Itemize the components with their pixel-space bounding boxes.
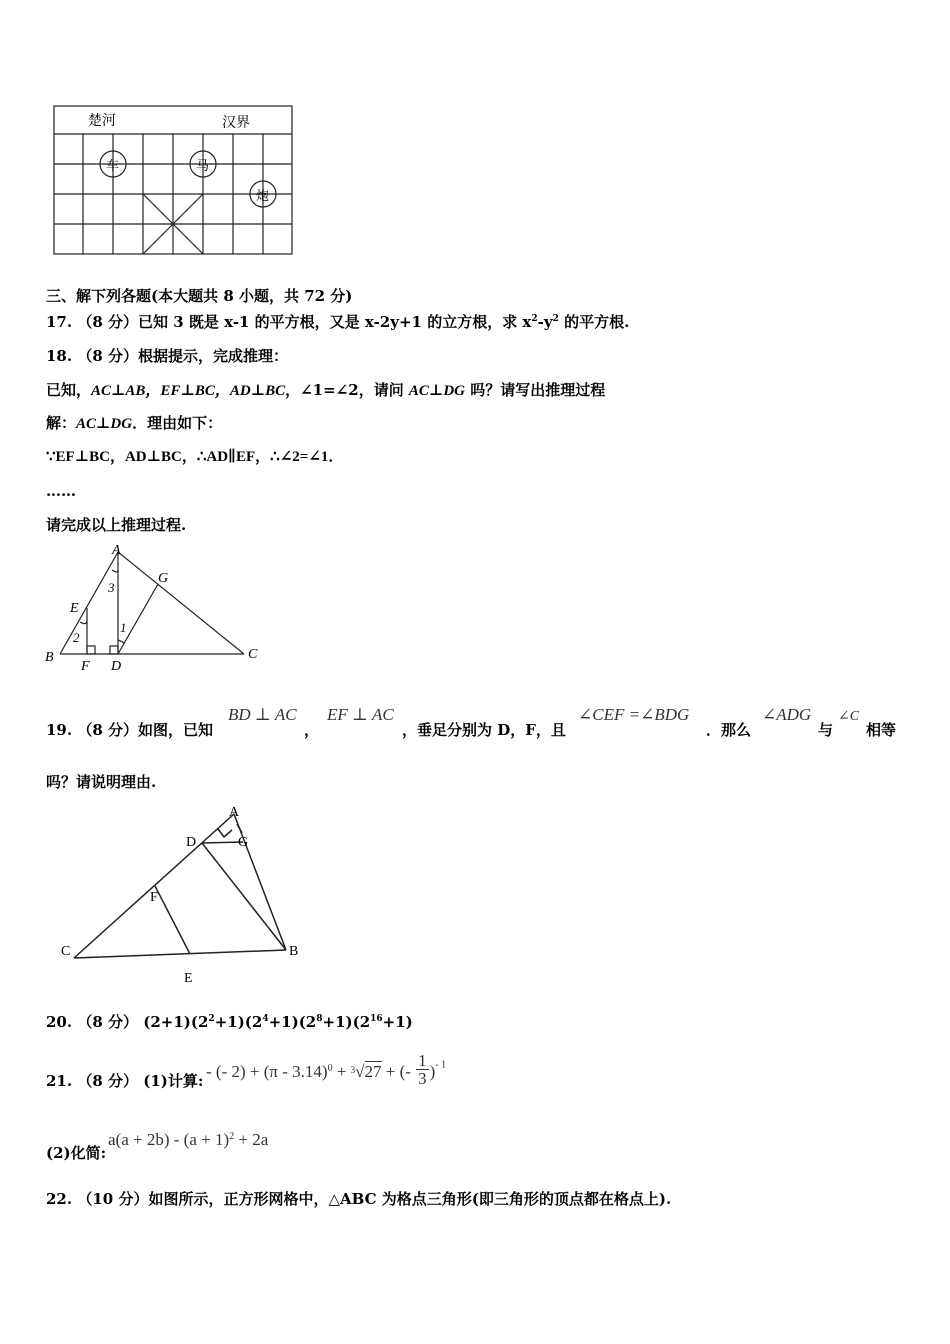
q21-simp-a: a(a + 2b) - (a + 1)	[108, 1130, 230, 1149]
q21-expr-d: )	[429, 1062, 436, 1082]
q18-known-suffix: 吗？请写出推理过程	[465, 381, 606, 399]
q22-number: 22.	[46, 1190, 73, 1208]
q21-radicand: 27	[364, 1062, 382, 1082]
q21-expr-b: +	[332, 1062, 351, 1082]
q19-math-bd-perp-ac: BD ⊥ AC	[228, 705, 297, 724]
q20-s3: 8	[316, 1014, 323, 1024]
q19-number: 19.	[46, 721, 73, 739]
q18-known-line	[46, 380, 605, 401]
q19-score: （8 分）	[77, 721, 139, 739]
q17-text-c: 的平方根.	[558, 313, 630, 331]
q20-e1: (2+1)(2	[143, 1013, 209, 1031]
q19-math-angle-eq: ∠CEF =∠BDG	[578, 705, 690, 724]
q21-fraction	[416, 1052, 429, 1087]
q18-known-math2: AC⊥DG	[408, 383, 465, 399]
q18-because-line: ∵EF⊥BC，AD⊥BC，∴AD∥EF，∴∠2=∠1．	[46, 449, 344, 465]
q18-known-prefix: 已知，	[46, 381, 92, 399]
q21-expr-a: - (- 2) + (π - 3.14)	[206, 1062, 328, 1082]
board-label-chu-he: 楚河	[88, 113, 116, 129]
q22-score: （10 分）	[77, 1190, 149, 1208]
q21-exp0: 0	[327, 1063, 333, 1075]
q18-label-F: F	[81, 659, 90, 674]
q18-label-C: C	[248, 647, 258, 662]
q17-sup1: 2	[531, 314, 538, 324]
q18-label-E: E	[70, 601, 79, 616]
q20-e5: +1)	[382, 1013, 413, 1031]
q18-sol-prefix: 解：	[46, 414, 77, 432]
q19-label-E: E	[184, 971, 193, 986]
q21-compute-expression	[206, 1052, 446, 1087]
q19-label-A: A	[229, 805, 240, 820]
q21-score: （8 分）	[77, 1072, 139, 1090]
q17-text-a: 已知 3 既是 x-1 的平方根，又是 x-2y+1 的立方根，求 x	[138, 313, 532, 331]
q18-label-G: G	[158, 571, 169, 586]
question-17	[46, 312, 629, 332]
q18-title: 根据提示，完成推理：	[138, 347, 289, 365]
question-22	[46, 1189, 671, 1209]
q19-label-B: B	[289, 944, 299, 959]
q21-simp-exp: 2	[229, 1131, 235, 1142]
q19-yu: 与	[818, 721, 834, 739]
q19-math-angle-c: ∠C	[838, 709, 860, 724]
q20-e4: +1)(2	[322, 1013, 371, 1031]
q19-label-G: G	[238, 835, 249, 850]
q19-label-C: C	[61, 944, 71, 959]
q20-e2: +1)(2	[214, 1013, 263, 1031]
q18-label-2: 2	[73, 630, 80, 645]
q19-pre: 如图，已知	[138, 721, 214, 739]
q18-label-D: D	[111, 659, 122, 674]
q17-score: （8 分）	[77, 313, 139, 331]
q21-exp-neg: - 1	[435, 1059, 447, 1071]
question-19	[46, 720, 213, 740]
q21-frac-num: 1	[418, 1051, 427, 1070]
q20-s1: 2	[208, 1014, 215, 1024]
radical-sign-icon: √	[355, 1062, 365, 1082]
q18-label-3: 3	[108, 580, 115, 595]
q20-expression	[143, 1013, 413, 1031]
q17-sup2: 2	[552, 314, 559, 324]
q20-s2: 4	[262, 1014, 269, 1024]
q19-triangle-figure	[56, 800, 316, 990]
question-20	[46, 1012, 413, 1032]
q18-known-mid: ，∠1=∠2，请问	[285, 381, 409, 399]
board-label-han-jie: 汉界	[222, 115, 250, 131]
q21-frac-den: 3	[418, 1069, 427, 1088]
chess-piece-pao: 炮	[256, 189, 270, 204]
q19-comma: ，	[304, 721, 320, 739]
q18-complete-instruction: 请完成以上推理过程.	[46, 516, 187, 534]
q18-known-math: AC⊥AB，EF⊥BC，AD⊥BC	[91, 383, 286, 399]
question-21	[46, 1071, 203, 1091]
q19-mid: ，垂足分别为 D，F，且	[402, 721, 566, 739]
q21-root-index: 3	[350, 1065, 356, 1076]
section-heading: 三、解下列各题(本大题共 8 小题，共 72 分)	[46, 287, 353, 305]
q19-line2: 吗？请说明理由.	[46, 773, 157, 791]
q18-number: 18.	[46, 347, 73, 365]
chess-piece-ma: 马	[196, 159, 210, 174]
q19-then: ．那么	[706, 721, 752, 739]
q21-part2-label: (2)化简:	[46, 1144, 107, 1162]
q18-sol-math: AC⊥DG	[76, 416, 133, 432]
q21-part1-label: (1)计算:	[143, 1072, 204, 1090]
q19-label-F: F	[150, 890, 158, 905]
q18-sol-suffix: ．理由如下：	[132, 414, 223, 432]
q22-text: 如图所示，正方形网格中，△ABC 为格点三角形(即三角形的顶点都在格点上).	[148, 1190, 672, 1208]
q18-solution-line	[46, 413, 222, 434]
q19-math-angle-adg: ∠ADG	[762, 705, 812, 724]
q21-expr-c: + (-	[381, 1062, 416, 1082]
q20-e3: +1)(2	[268, 1013, 317, 1031]
chess-board-figure	[50, 102, 296, 258]
q17-number: 17.	[46, 313, 73, 331]
q17-text-b: -y	[537, 313, 553, 331]
q19-math-ef-perp-ac: EF ⊥ AC	[327, 705, 394, 724]
chess-piece-che: 车	[106, 159, 120, 174]
q19-label-D: D	[186, 835, 197, 850]
q19-equal: 相等	[866, 721, 897, 739]
question-18-title	[46, 346, 288, 366]
q18-score: （8 分）	[77, 347, 139, 365]
q18-label-B: B	[45, 650, 54, 665]
q20-score: （8 分）	[77, 1013, 139, 1031]
q18-label-1: 1	[120, 620, 127, 635]
q20-number: 20.	[46, 1013, 73, 1031]
q21-number: 21.	[46, 1072, 73, 1090]
q18-triangle-figure	[40, 540, 270, 675]
q20-s4: 16	[370, 1014, 383, 1024]
q21-simp-b: + 2a	[234, 1130, 269, 1149]
q18-ellipsis: ……	[46, 482, 76, 500]
q18-label-A: A	[112, 543, 121, 558]
q21-simplify-expression	[108, 1130, 268, 1150]
